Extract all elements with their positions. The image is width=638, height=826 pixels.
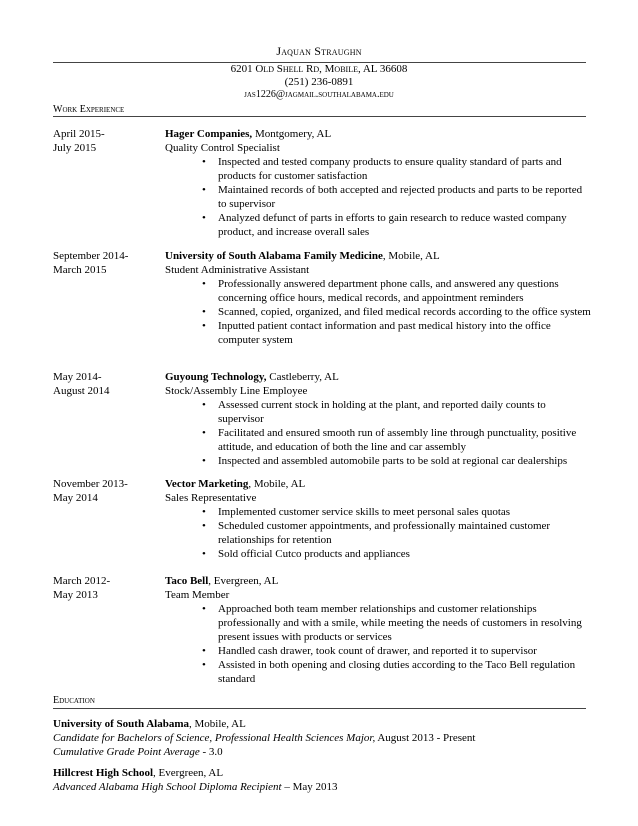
- employer-location: , Mobile, AL: [248, 478, 306, 490]
- gpa-label: Cumulative Grade Point Average: [53, 746, 200, 758]
- date-end: March 2015: [53, 264, 107, 276]
- date-start: April 2015-: [53, 128, 105, 140]
- duty-item: • Professionally answered department phone calls, and answered any questions concerning office hours, medical records, and appointment reminders: [165, 277, 593, 305]
- employer-location: Castleberry, AL: [266, 371, 339, 383]
- education-divider: [53, 708, 586, 709]
- job-role: Stock/Assembly Line Employee: [165, 385, 308, 397]
- job-role: Team Member: [165, 589, 230, 601]
- date-end: July 2015: [53, 142, 97, 154]
- duty-item: • Scheduled customer appointments, and professionally maintained customer relationships for retention: [165, 519, 593, 547]
- duty-item: • Inputted patient contact information and past medical history into the office computer system: [165, 319, 593, 347]
- date-start: November 2013-: [53, 478, 128, 490]
- degree-date: – May 2013: [281, 781, 338, 793]
- work-experience-divider: [53, 116, 586, 117]
- employer: Hager Companies,: [165, 128, 253, 140]
- school-location: , Evergreen, AL: [153, 767, 224, 779]
- job-dates: [53, 249, 165, 277]
- employer-location: , Evergreen, AL: [208, 575, 279, 587]
- date-start: May 2014-: [53, 371, 102, 383]
- school-entry: [53, 766, 593, 794]
- education-heading: Education: [53, 695, 95, 706]
- job-dates: [53, 574, 165, 602]
- candidate-name: Jaquan Straughn: [276, 44, 362, 58]
- employer-location: , Mobile, AL: [382, 250, 440, 262]
- degree: Candidate for Bachelors of Science, Professional Health Sciences Major,: [53, 732, 376, 744]
- phone: (251) 236-0891: [284, 76, 354, 88]
- duty-list: [165, 505, 593, 561]
- gpa-value: - 3.0: [199, 746, 223, 758]
- employer: Vector Marketing: [165, 478, 249, 490]
- date-end: August 2014: [53, 385, 110, 397]
- duty-list: [165, 398, 593, 468]
- email[interactable]: jas1226@jagmail.southalabama.edu: [244, 89, 394, 100]
- duty-item: • Analyzed defunct of parts in efforts to gain research to reduce wasted company product, and increase overall sales: [165, 211, 593, 239]
- school-name: University of South Alabama: [53, 718, 189, 730]
- job-role: Student Administrative Assistant: [165, 264, 310, 276]
- duty-item: • Inspected and tested company products to ensure quality standard of parts and products for customer satisfaction: [165, 155, 593, 183]
- school-entry: [53, 717, 593, 759]
- duty-item: • Implemented customer service skills to meet personal sales quotas: [165, 505, 593, 519]
- date-end: May 2013: [53, 589, 98, 601]
- job-role: Sales Representative: [165, 492, 257, 504]
- employer: Guyoung Technology,: [165, 371, 267, 383]
- job-role: Quality Control Specialist: [165, 142, 280, 154]
- duty-item: • Handled cash drawer, took count of drawer, and reported it to supervisor: [165, 644, 593, 658]
- employer-location: Montgomery, AL: [252, 128, 332, 140]
- duty-item: • Inspected and assembled automobile parts to be sold at regional car dealerships: [165, 454, 593, 468]
- date-end: May 2014: [53, 492, 98, 504]
- employer: University of South Alabama Family Medicine: [165, 250, 383, 262]
- employer: Taco Bell: [165, 575, 209, 587]
- date-start: September 2014-: [53, 250, 129, 262]
- duty-item: • Sold official Cutco products and appliances: [165, 547, 593, 561]
- duty-list: [165, 602, 593, 686]
- job-dates: [53, 127, 165, 155]
- duty-item: • Approached both team member relationships and customer relationships professionally and with a smile, while meeting the needs of customers in resolving present issues with products or services: [165, 602, 593, 644]
- job-dates: [53, 477, 165, 505]
- duty-list: [165, 277, 593, 347]
- degree-date: August 2013 - Present: [375, 732, 476, 744]
- date-start: March 2012-: [53, 575, 111, 587]
- job-dates: [53, 370, 165, 398]
- duty-item: • Scanned, copied, organized, and filed medical records according to the office system: [165, 305, 593, 319]
- duty-item: • Facilitated and ensured smooth run of assembly line through punctuality, positive attitude, and education of both the line and car assembly: [165, 426, 593, 454]
- duty-list: [165, 155, 593, 239]
- school-name: Hillcrest High School: [53, 767, 154, 779]
- duty-item: • Assessed current stock in holding at the plant, and reported daily counts to supervisor: [165, 398, 593, 426]
- duty-item: • Maintained records of both accepted and rejected products and parts to be reported to supervisor: [165, 183, 593, 211]
- school-location: , Mobile, AL: [189, 718, 246, 730]
- degree: Advanced Alabama High School Diploma Recipient: [53, 781, 282, 793]
- duty-item: • Assisted in both opening and closing duties according to the Taco Bell regulation standard: [165, 658, 593, 686]
- work-experience-heading: Work Experience: [53, 104, 125, 115]
- address: 6201 Old Shell Rd, Mobile, AL 36608: [230, 63, 408, 75]
